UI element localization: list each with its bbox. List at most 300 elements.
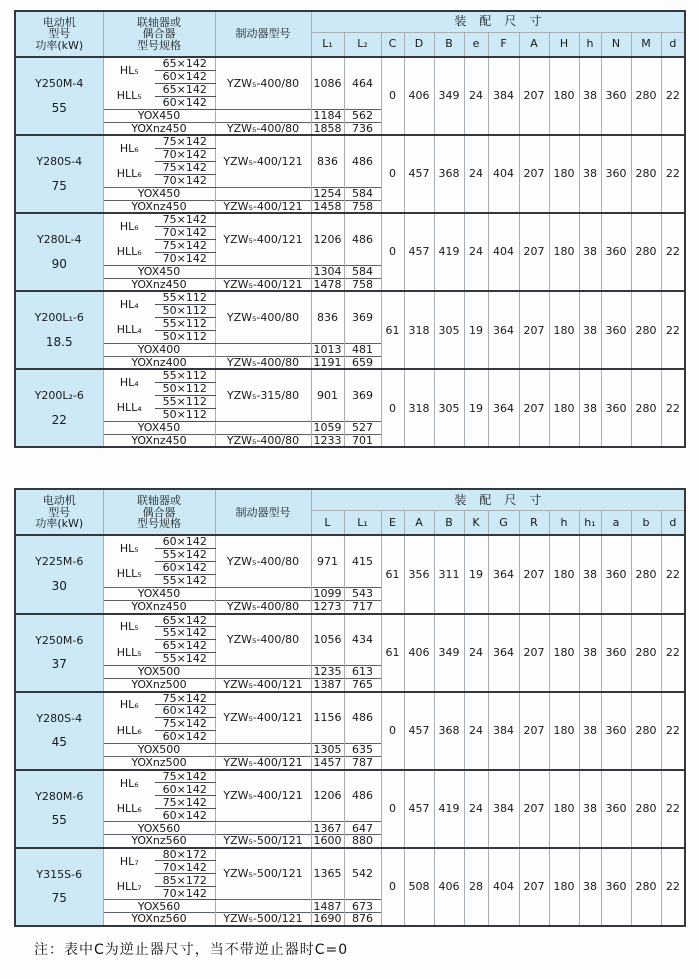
coupling-type-label: HLL₅: [116, 567, 142, 581]
brake-model-cell: [215, 744, 311, 757]
dim-col-header: A: [404, 510, 434, 535]
brake-model-cell: YZW₅-500/121: [215, 835, 311, 848]
motor-block-row: [15, 535, 685, 548]
dim-l1-group: 1365: [311, 848, 344, 900]
coupling-yoxnz: YOXnz500: [103, 757, 215, 770]
coupling-size: 70×142: [155, 174, 215, 187]
coupling-type-label: HL₆: [119, 698, 139, 712]
dim-l2-group: 486: [344, 770, 381, 822]
coupling-size: 75×142: [155, 161, 215, 174]
dim-l2: 584: [344, 187, 381, 200]
motor-power: 45: [51, 735, 67, 750]
motor-column-header: [15, 489, 103, 535]
coupling-size: 55×142: [155, 549, 215, 562]
motor-block-row: [15, 213, 685, 226]
dim-value: 406: [404, 614, 434, 692]
dim-col-header: h: [579, 32, 601, 57]
dim-value: 180: [549, 57, 579, 135]
dim-value: 28: [464, 848, 488, 926]
dim-value: 404: [488, 213, 519, 291]
dim-l2-group: 486: [344, 692, 381, 744]
coupling-size: 55×142: [155, 627, 215, 640]
coupling-yox: YOX450: [103, 588, 215, 601]
dim-col-header: K: [464, 510, 488, 535]
spec-table-1: [14, 10, 686, 448]
coupling-size: 60×142: [155, 731, 215, 744]
dim-value: 19: [464, 291, 488, 369]
dim-value: 280: [631, 770, 661, 848]
coupling-yox: YOX560: [103, 900, 215, 913]
dim-value: 508: [404, 848, 434, 926]
dim-value: 207: [519, 848, 549, 926]
dim-value: 207: [519, 135, 549, 213]
brake-column-header: 制动器型号: [215, 11, 311, 57]
motor-block-row: [15, 369, 685, 382]
dim-value: 207: [519, 57, 549, 135]
coupling-size: 60×142: [155, 705, 215, 718]
motor-cell: [15, 57, 103, 135]
dim-value: 280: [631, 369, 661, 447]
coupling-size: 60×142: [155, 535, 215, 548]
dim-value: 61: [381, 535, 404, 613]
motor-model: Y280S-4: [36, 155, 83, 169]
dim-l1: 1858: [311, 122, 344, 135]
dim-value: 349: [434, 614, 464, 692]
dim-value: 22: [661, 692, 685, 770]
dim-col-header: H: [549, 32, 579, 57]
coupling-size: 60×142: [155, 70, 215, 83]
motor-column-header: [15, 11, 103, 57]
coupling-size: 75×142: [155, 239, 215, 252]
coupling-size: 55×142: [155, 575, 215, 588]
dim-l2-group: 486: [344, 135, 381, 187]
dim-l1-group: 1086: [311, 57, 344, 109]
coupling-header-line: 型号规格: [137, 38, 181, 52]
dim-l2: 647: [344, 822, 381, 835]
dim-col-header: b: [631, 510, 661, 535]
brake-model-cell: [215, 421, 311, 434]
dim-l2: 758: [344, 278, 381, 291]
coupling-yox: YOX450: [103, 421, 215, 434]
dim-l2-group: 542: [344, 848, 381, 900]
dim-value: 384: [488, 57, 519, 135]
brake-column-header: 制动器型号: [215, 489, 311, 535]
coupling-yox: YOX450: [103, 265, 215, 278]
dim-value: 38: [579, 848, 601, 926]
brake-model-cell: YZW₅-400/80: [215, 291, 311, 343]
brake-model-cell: YZW₅-400/80: [215, 601, 311, 614]
dim-value: 207: [519, 770, 549, 848]
footnote: 注：表中C为逆止器尺寸，当不带逆止器时C=0: [34, 941, 349, 958]
brake-model-cell: YZW₅-400/80: [215, 614, 311, 666]
dim-l1: 1478: [311, 278, 344, 291]
coupling-size: 75×142: [155, 718, 215, 731]
coupling-size: 65×142: [155, 83, 215, 96]
motor-model: Y225M-6: [35, 555, 84, 569]
brake-model-cell: YZW₅-500/121: [215, 913, 311, 926]
dim-col-header: B: [434, 510, 464, 535]
dim-value: 457: [404, 213, 434, 291]
dim-col-header: B: [434, 32, 464, 57]
dim-value: 356: [404, 535, 434, 613]
dim-col-header: E: [381, 510, 404, 535]
coupling-yox: YOX450: [103, 109, 215, 122]
coupling-size: 65×142: [155, 57, 215, 70]
motor-model: Y280S-4: [36, 711, 83, 725]
dim-col-header: F: [488, 32, 519, 57]
dim-l2-group: 369: [344, 291, 381, 343]
motor-block-row: [15, 614, 685, 627]
motor-model: Y250M-4: [35, 76, 84, 90]
dim-value: 457: [404, 692, 434, 770]
motor-header-line: 型号: [48, 27, 71, 41]
motor-model: Y200L₂-6: [34, 389, 84, 403]
assembly-dims-header: [311, 489, 685, 510]
dim-value: 24: [464, 57, 488, 135]
coupling-header-line: 偶合器: [142, 505, 176, 519]
dim-col-header: N: [601, 32, 631, 57]
dim-value: 349: [434, 57, 464, 135]
dim-l2-group: 464: [344, 57, 381, 109]
dim-l2: 543: [344, 588, 381, 601]
dim-value: 406: [404, 57, 434, 135]
brake-model-cell: [215, 109, 311, 122]
dim-value: 61: [381, 614, 404, 692]
dim-value: 280: [631, 291, 661, 369]
dim-value: 360: [601, 57, 631, 135]
dim-value: 419: [434, 770, 464, 848]
coupling-size: 60×142: [155, 809, 215, 822]
dim-value: 180: [549, 369, 579, 447]
coupling-yox: YOX500: [103, 666, 215, 679]
coupling-type-label: HL₆: [119, 219, 139, 233]
coupling-yoxnz: YOXnz500: [103, 679, 215, 692]
motor-cell: [15, 848, 103, 926]
coupling-type-label: HL₆: [119, 141, 139, 155]
dim-l1: 1059: [311, 421, 344, 434]
coupling-size: 85×172: [155, 874, 215, 887]
motor-model: Y280L-4: [36, 233, 82, 247]
dim-value: 38: [579, 57, 601, 135]
dim-value: 38: [579, 535, 601, 613]
dim-value: 180: [549, 614, 579, 692]
assembly-dims-title: 装配尺寸: [454, 492, 555, 507]
dim-l2-group: 486: [344, 213, 381, 265]
dim-col-header: e: [464, 32, 488, 57]
brake-model-cell: YZW₅-400/80: [215, 535, 311, 587]
coupling-yox: YOX560: [103, 822, 215, 835]
coupling-size: 55×112: [155, 317, 215, 330]
dim-value: 419: [434, 213, 464, 291]
dim-value: 305: [434, 291, 464, 369]
dim-l2: 765: [344, 679, 381, 692]
dim-col-header: d: [661, 510, 685, 535]
dim-value: 404: [488, 848, 519, 926]
dim-l1-group: 836: [311, 291, 344, 343]
motor-model: Y200L₁-6: [34, 311, 84, 325]
dim-l1: 1487: [311, 900, 344, 913]
coupling-size: 75×142: [155, 770, 215, 783]
dim-col-header: M: [631, 32, 661, 57]
coupling-yoxnz: YOXnz450: [103, 200, 215, 213]
motor-cell: [15, 213, 103, 291]
dim-l2: 876: [344, 913, 381, 926]
dim-value: 38: [579, 291, 601, 369]
dim-value: 0: [381, 369, 404, 447]
dim-value: 207: [519, 614, 549, 692]
motor-model: Y280M-6: [35, 789, 84, 803]
dim-l1-group: 1156: [311, 692, 344, 744]
motor-power: 22: [51, 412, 67, 427]
dim-l2: 758: [344, 200, 381, 213]
dim-value: 404: [488, 135, 519, 213]
dim-l1: 1304: [311, 265, 344, 278]
coupling-size: 55×112: [155, 291, 215, 304]
dim-value: 364: [488, 614, 519, 692]
dim-value: 0: [381, 770, 404, 848]
dim-value: 406: [434, 848, 464, 926]
dim-l1: 1099: [311, 588, 344, 601]
dim-value: 22: [661, 135, 685, 213]
brake-model-cell: YZW₅-400/121: [215, 692, 311, 744]
motor-header-line: 型号: [48, 505, 71, 519]
coupling-type-label: HL₄: [119, 298, 139, 312]
brake-model-cell: YZW₅-400/80: [215, 122, 311, 135]
coupling-yox: YOX450: [103, 187, 215, 200]
brake-model-cell: YZW₅-400/121: [215, 770, 311, 822]
brake-model-cell: YZW₅-400/80: [215, 57, 311, 109]
coupling-header-line: 型号规格: [137, 517, 181, 531]
assembly-dims-header: [311, 11, 685, 32]
dim-l2: 635: [344, 744, 381, 757]
dim-value: 360: [601, 614, 631, 692]
dim-value: 368: [434, 692, 464, 770]
coupling-type-label: HLL₆: [116, 801, 142, 815]
coupling-type-label: HL₆: [119, 776, 139, 790]
dim-value: 38: [579, 135, 601, 213]
coupling-yoxnz: YOXnz400: [103, 356, 215, 369]
brake-model-cell: [215, 822, 311, 835]
dim-value: 38: [579, 213, 601, 291]
coupling-type-label: HL₅: [119, 620, 139, 634]
coupling-size: 70×142: [155, 148, 215, 161]
brake-model-cell: YZW₅-400/121: [215, 679, 311, 692]
motor-block-row: [15, 57, 685, 70]
brake-model-cell: [215, 265, 311, 278]
motor-model: Y250M-6: [35, 633, 84, 647]
coupling-size: 60×142: [155, 96, 215, 109]
dim-value: 24: [464, 770, 488, 848]
motor-block-row: [15, 692, 685, 705]
coupling-type-label: HL₄: [119, 376, 139, 390]
dim-value: 318: [404, 369, 434, 447]
motor-power: 75: [51, 891, 67, 906]
coupling-yoxnz: YOXnz450: [103, 122, 215, 135]
dim-l1: 1367: [311, 822, 344, 835]
brake-model-cell: YZW₅-400/121: [215, 200, 311, 213]
motor-header-line: 电动机: [42, 15, 76, 29]
coupling-yoxnz: YOXnz450: [103, 601, 215, 614]
dim-col-header: a: [601, 510, 631, 535]
dim-l1-group: 1206: [311, 770, 344, 822]
motor-cell: [15, 535, 103, 613]
brake-model-cell: YZW₅-500/121: [215, 848, 311, 900]
motor-power: 55: [51, 813, 67, 828]
dim-l2: 481: [344, 343, 381, 356]
dim-l2: 562: [344, 109, 381, 122]
coupling-size: 65×142: [155, 614, 215, 627]
coupling-size: 60×142: [155, 783, 215, 796]
motor-power: 75: [51, 178, 67, 193]
dim-l1-group: 1056: [311, 614, 344, 666]
dim-value: 207: [519, 291, 549, 369]
dim-value: 207: [519, 213, 549, 291]
coupling-size: 80×172: [155, 848, 215, 861]
dim-col-header: L₁: [311, 32, 344, 57]
dim-col-header: L: [311, 510, 344, 535]
motor-header-line: 电动机: [42, 494, 76, 508]
dim-value: 360: [601, 213, 631, 291]
brake-model-cell: YZW₅-400/121: [215, 135, 311, 187]
coupling-yoxnz: YOXnz450: [103, 434, 215, 447]
dim-l1: 1235: [311, 666, 344, 679]
motor-power: 37: [51, 657, 67, 672]
dim-value: 360: [601, 692, 631, 770]
dim-l2: 673: [344, 900, 381, 913]
coupling-column-header: [103, 489, 215, 535]
coupling-header-line: 偶合器: [142, 27, 176, 41]
dim-value: 384: [488, 770, 519, 848]
coupling-header-line: 联轴器或: [137, 494, 181, 508]
dim-value: 180: [549, 135, 579, 213]
coupling-yox: YOX500: [103, 744, 215, 757]
dim-value: 38: [579, 614, 601, 692]
dim-value: 22: [661, 369, 685, 447]
coupling-type-label: HLL₆: [116, 723, 142, 737]
dim-l1: 1387: [311, 679, 344, 692]
motor-block-row: [15, 291, 685, 304]
dim-value: 22: [661, 848, 685, 926]
dim-value: 360: [601, 848, 631, 926]
coupling-type-label: HLL₄: [116, 323, 142, 337]
dim-l2: 787: [344, 757, 381, 770]
motor-cell: [15, 135, 103, 213]
brake-model-cell: YZW₅-400/121: [215, 278, 311, 291]
dim-value: 207: [519, 692, 549, 770]
dim-value: 280: [631, 614, 661, 692]
coupling-size: 70×142: [155, 252, 215, 265]
dim-value: 19: [464, 369, 488, 447]
coupling-type-label: HL₅: [119, 542, 139, 556]
dim-l1-group: 1206: [311, 213, 344, 265]
coupling-yoxnz: YOXnz560: [103, 913, 215, 926]
coupling-size: 70×142: [155, 861, 215, 874]
coupling-size: 65×142: [155, 640, 215, 653]
dim-value: 180: [549, 692, 579, 770]
brake-model-cell: [215, 343, 311, 356]
coupling-size: 70×142: [155, 226, 215, 239]
dim-l1-group: 836: [311, 135, 344, 187]
motor-header-line: 功率(kW): [35, 517, 84, 531]
dim-value: 0: [381, 135, 404, 213]
dim-value: 368: [434, 135, 464, 213]
dim-value: 22: [661, 770, 685, 848]
coupling-size: 75×142: [155, 213, 215, 226]
motor-cell: [15, 369, 103, 447]
coupling-yoxnz: YOXnz450: [103, 278, 215, 291]
motor-cell: [15, 291, 103, 369]
dim-value: 61: [381, 291, 404, 369]
brake-model-cell: YZW₅-400/80: [215, 356, 311, 369]
dim-col-header: h: [549, 510, 579, 535]
dim-value: 364: [488, 535, 519, 613]
dim-value: 24: [464, 135, 488, 213]
dim-l2: 701: [344, 434, 381, 447]
dim-value: 22: [661, 213, 685, 291]
dim-l1: 1254: [311, 187, 344, 200]
dim-value: 38: [579, 692, 601, 770]
coupling-type-label: HLL₅: [116, 89, 142, 103]
coupling-type-label: HLL₆: [116, 167, 142, 181]
dim-l1: 1457: [311, 757, 344, 770]
dim-value: 24: [464, 213, 488, 291]
dim-l2: 527: [344, 421, 381, 434]
coupling-header-line: 联轴器或: [137, 15, 181, 29]
dim-value: 360: [601, 535, 631, 613]
brake-model-cell: [215, 187, 311, 200]
dim-col-header: L₁: [344, 510, 381, 535]
coupling-type-label: HL₅: [119, 63, 139, 77]
coupling-size: 50×112: [155, 304, 215, 317]
dim-l1: 1191: [311, 356, 344, 369]
dim-col-header: C: [381, 32, 404, 57]
dim-l1: 1305: [311, 744, 344, 757]
motor-model: Y315S-6: [36, 867, 83, 881]
brake-model-cell: [215, 666, 311, 679]
dim-value: 38: [579, 770, 601, 848]
dim-col-header: G: [488, 510, 519, 535]
dim-l2-group: 434: [344, 614, 381, 666]
motor-block-row: [15, 135, 685, 148]
dim-value: 360: [601, 369, 631, 447]
coupling-size: 75×142: [155, 135, 215, 148]
dim-l1: 1458: [311, 200, 344, 213]
dim-value: 207: [519, 369, 549, 447]
coupling-yoxnz: YOXnz560: [103, 835, 215, 848]
coupling-column-header: [103, 11, 215, 57]
dim-col-header: d: [661, 32, 685, 57]
coupling-type-label: HLL₅: [116, 645, 142, 659]
motor-block-row: [15, 770, 685, 783]
dim-value: 364: [488, 369, 519, 447]
coupling-yox: YOX400: [103, 343, 215, 356]
dim-value: 360: [601, 291, 631, 369]
dim-value: 280: [631, 135, 661, 213]
dim-col-header: R: [519, 510, 549, 535]
dim-l1: 1233: [311, 434, 344, 447]
motor-power: 55: [51, 100, 67, 115]
dim-value: 180: [549, 213, 579, 291]
dim-l1-group: 971: [311, 535, 344, 587]
dim-value: 0: [381, 213, 404, 291]
coupling-type-label: HLL₄: [116, 401, 142, 415]
dim-value: 180: [549, 770, 579, 848]
dim-l2: 613: [344, 666, 381, 679]
coupling-size: 55×142: [155, 653, 215, 666]
dim-value: 360: [601, 770, 631, 848]
brake-model-cell: YZW₅-400/80: [215, 434, 311, 447]
coupling-size: 50×112: [155, 408, 215, 421]
